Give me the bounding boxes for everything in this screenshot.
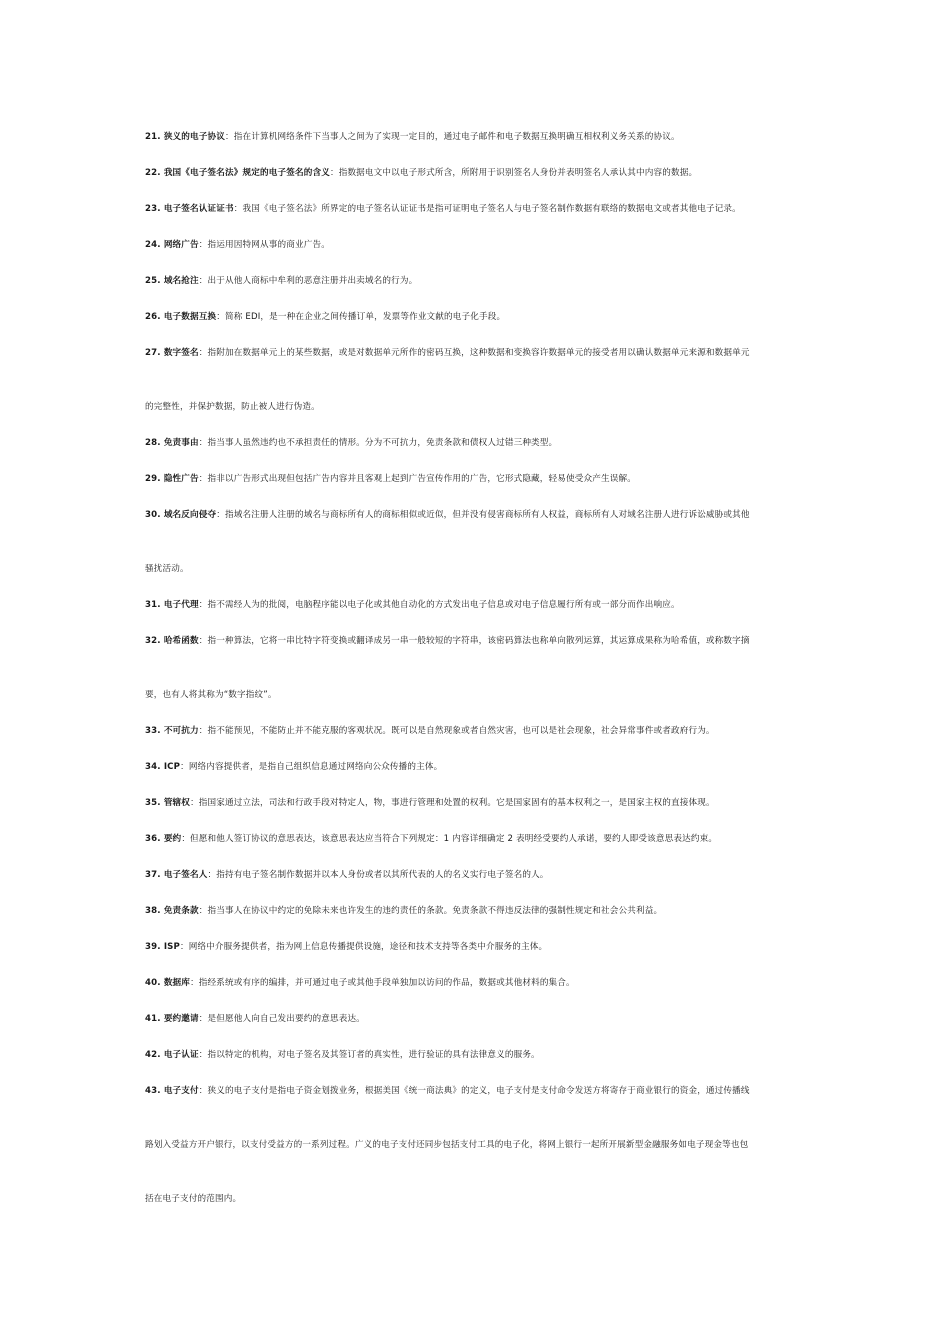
entry-31: [145, 599, 825, 611]
entry-text: ：狭义的电子支付是指电子资金划拨业务，根据美国《统一商法典》的定义，电子支付是支付命令发送方将寄存于商业银行的资金，通过传播线: [198, 1086, 750, 1096]
entry-term: 35. 管辖权: [145, 798, 191, 808]
entry-39: [145, 941, 825, 953]
entry-term: 40. 数据库: [145, 978, 191, 988]
entry-text: ：指不能预见，不能防止并不能克服的客观状况。既可以是自然现象或者自然灾害，也可以是社会现象，社会异常事件或者政府行为。: [198, 726, 715, 736]
entry-27-continuation: 的完整性，并保护数据，防止被人进行伪造。: [145, 402, 320, 412]
entry-32-continuation: 要，也有人将其称为“数字指纹”。: [145, 690, 277, 700]
entry-term: 42. 电子认证: [145, 1050, 199, 1060]
entry-42: [145, 1049, 825, 1061]
entry-term: 25. 域名抢注: [145, 276, 199, 286]
entry-text: ：是但愿他人向自己发出要约的意思表达。: [198, 1014, 365, 1024]
entry-40: [145, 977, 825, 989]
entry-term: 22. 我国《电子签名法》规定的电子签名的含义: [145, 168, 330, 178]
entry-text: ：指附加在数据单元上的某些数据，或是对数据单元所作的密码互换，这种数据和变换容许数据单元的接受者用以确认数据单元来源和数据单元: [198, 348, 750, 358]
entry-term: 27. 数字签名: [145, 348, 199, 358]
entry-34: [145, 761, 825, 773]
entry-43-continuation: 路划入受益方开户银行，以支付受益方的一系列过程。广义的电子支付还同步包括支付工具的电子化，将网上银行一起所开展新型金融服务如电子现金等也包: [145, 1140, 749, 1150]
entry-term: 24. 网络广告: [145, 240, 199, 250]
entry-term: 29. 隐性广告: [145, 474, 199, 484]
entry-term: 37. 电子签名人: [145, 870, 208, 880]
entry-21: [145, 131, 825, 143]
entry-text: ：我国《电子签名法》所界定的电子签名认证证书是指可证明电子签名人与电子签名制作数据有联络的数据电文或者其他电子记录。: [233, 204, 741, 214]
entry-text: ：指当事人虽然违约也不承担责任的情形。分为不可抗力，免责条款和债权人过错三种类型。: [198, 438, 558, 448]
entry-text: ：指域名注册人注册的域名与商标所有人的商标相似或近似，但并没有侵害商标所有人权益，商标所有人对域名注册人进行诉讼威胁或其他: [216, 510, 750, 520]
entry-text: ：指运用因特网从事的商业广告。: [198, 240, 330, 250]
entry-term: 21. 狭义的电子协议: [145, 132, 226, 142]
entry-30-continuation: 骚扰活动。: [145, 564, 189, 574]
entry-term: 30. 域名反向侵夺: [145, 510, 217, 520]
entry-term: 38. 免责条款: [145, 906, 199, 916]
entry-term: 33. 不可抗力: [145, 726, 199, 736]
entry-term: 36. 要约: [145, 834, 182, 844]
entry-text: ：网络中介服务提供者，指为网上信息传播提供设施，途径和技术支持等各类中介服务的主体。: [179, 942, 548, 952]
entry-23: [145, 203, 825, 215]
entry-term: 26. 电子数据互换: [145, 312, 217, 322]
entry-24: [145, 239, 825, 251]
entry-term: 43. 电子支付: [145, 1086, 199, 1096]
entry-text: ：指一种算法，它将一串比特字符变换或翻译成另一串一般较短的字符串，该密码算法也称单向散列运算，其运算成果称为哈希值，或称数字摘: [198, 636, 750, 646]
entry-36: [145, 833, 825, 845]
entry-text: ：指数据电文中以电子形式所含，所附用于识别签名人身份并表明签名人承认其中内容的数据。: [329, 168, 698, 178]
entry-35: [145, 797, 825, 809]
entry-43: [145, 1085, 825, 1097]
entry-term: 31. 电子代理: [145, 600, 199, 610]
entry-38: [145, 905, 825, 917]
entry-text: ：指非以广告形式出现但包括广告内容并且客观上起到广告宣传作用的广告，它形式隐藏，轻易使受众产生误解。: [198, 474, 636, 484]
entry-28: [145, 437, 825, 449]
entry-text: ：指不需经人为的批阅，电脑程序能以电子化或其他自动化的方式发出电子信息或对电子信息履行所有或一部分而作出响应。: [198, 600, 680, 610]
entry-32: [145, 635, 825, 647]
entry-41: [145, 1013, 825, 1025]
entry-term: 39. ISP: [145, 942, 180, 952]
entry-25: [145, 275, 825, 287]
entry-30: [145, 509, 825, 521]
entry-text: ：指经系统或有序的编排，并可通过电子或其他手段单独加以访问的作品，数据或其他材料的集合。: [190, 978, 575, 988]
entry-text: ：指当事人在协议中约定的免除未来也许发生的违约责任的条款。免责条款不得违反法律的强制性规定和社会公共利益。: [198, 906, 663, 916]
entry-term: 32. 哈希函数: [145, 636, 199, 646]
entry-26: [145, 311, 825, 323]
entry-term: 23. 电子签名认证证书: [145, 204, 234, 214]
entry-term: 41. 要约邀请: [145, 1014, 199, 1024]
entry-text: ：指持有电子签名制作数据并以本人身份或者以其所代表的人的名义实行电子签名的人。: [207, 870, 549, 880]
entry-text: ：简称 EDI，是一种在企业之间传播订单，发票等作业文献的电子化手段。: [216, 312, 506, 322]
entry-22: [145, 167, 825, 179]
entry-43-continuation-2: 括在电子支付的范围内。: [145, 1194, 242, 1204]
entry-29: [145, 473, 825, 485]
entry-27: [145, 347, 825, 359]
entry-37: [145, 869, 825, 881]
entry-text: ：指在计算机网络条件下当事人之间为了实现一定目的，通过电子邮件和电子数据互换明确互相权利义务关系的协议。: [225, 132, 680, 142]
entry-text: ：指国家通过立法，司法和行政手段对特定人，物，事进行管理和处置的权利。它是国家固有的基本权利之一，是国家主权的直接体现。: [190, 798, 715, 808]
entry-term: 34. ICP: [145, 762, 181, 772]
entry-33: [145, 725, 825, 737]
entry-term: 28. 免责事由: [145, 438, 199, 448]
entry-text: ：指以特定的机构，对电子签名及其签订者的真实性，进行验证的具有法律意义的服务。: [198, 1050, 540, 1060]
entry-text: ：出于从他人商标中牟利的恶意注册并出卖域名的行为。: [198, 276, 418, 286]
entry-text: ：但愿和他人签订协议的意思表达，该意思表达应当符合下列规定：1 内容详细确定 2 表明经受要约人承诺，要约人即受该意思表达约束。: [181, 834, 718, 844]
entry-text: ：网络内容提供者，是指自己组织信息通过网络向公众传播的主体。: [180, 762, 443, 772]
